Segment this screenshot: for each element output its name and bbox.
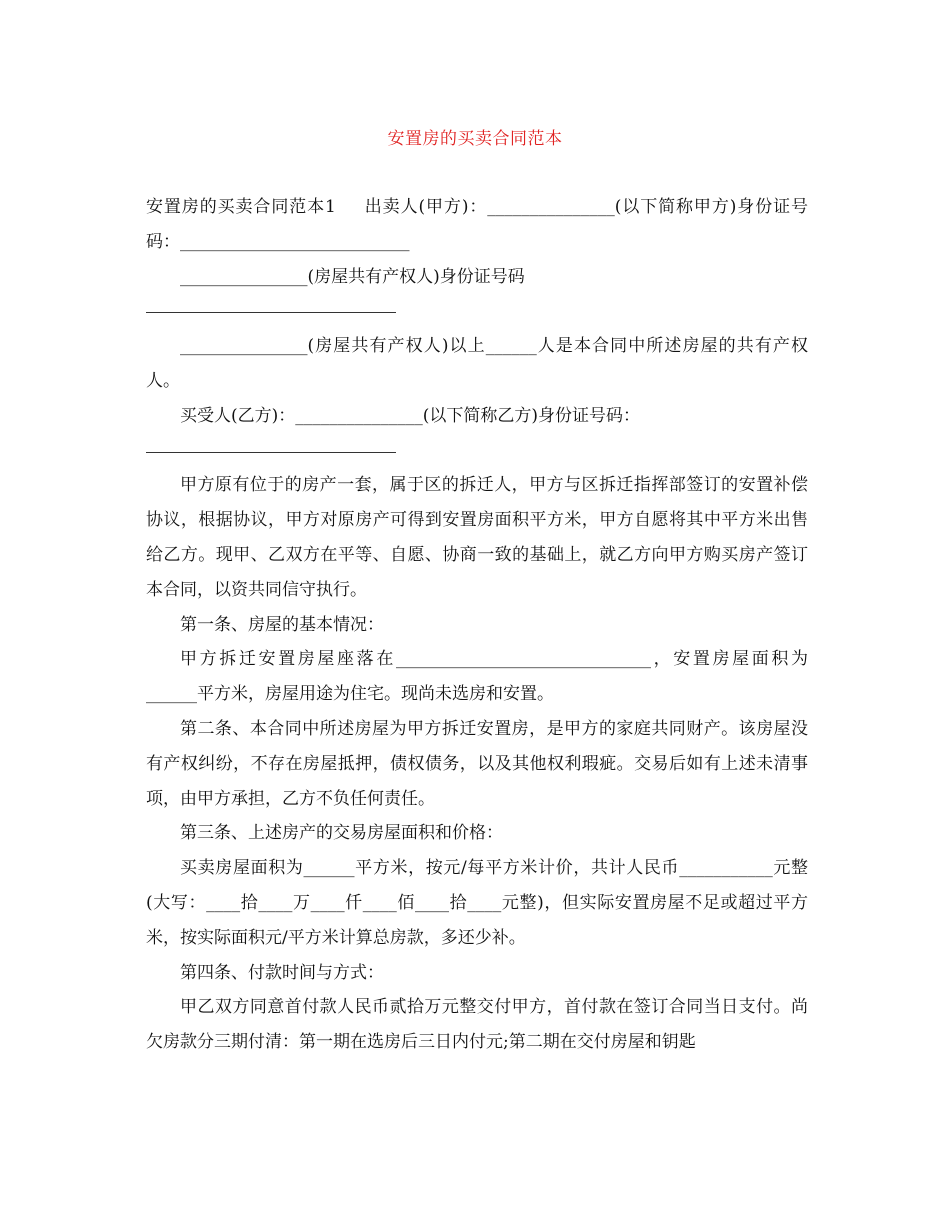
article-3-body: 买卖房屋面积为______平方米，按元/每平方米计价，共计人民币___________元整(大写：____拾____万____仟____佰____拾____元整)，但实际安置房屋不足或超过平方米，按实际面积元/平方米计算总房款，多还少补。	[146, 858, 808, 948]
article-1-body: 甲方拆迁安置房屋座落在______________________________，安置房屋面积为______平方米，房屋用途为住宅。现尚未选房和安置。	[146, 649, 808, 705]
article-3-heading: 第三条、上述房产的交易房屋面积和价格：	[180, 823, 503, 844]
article-4-heading: 第四条、付款时间与方式：	[180, 962, 384, 983]
document-body	[146, 190, 808, 1060]
paragraph-seller	[146, 190, 808, 260]
paragraph-intro: 甲方原有位于的房产一套，属于区的拆迁人，甲方与区拆迁指挥部签订的安置补偿协议，根据协议，甲方对原房产可得到安置房面积平方米，甲方自愿将其中平方米出售给乙方。现甲、乙双方在平等、自愿、协商一致的基础上，就乙方向甲方购买房产签订本合同，以资共同信守执行。	[146, 475, 808, 600]
article-2: 第二条、本合同中所述房屋为甲方拆迁安置房，是甲方的家庭共同财产。该房屋没有产权纠纷，不存在房屋抵押，债权债务，以及其他权利瑕疵。交易后如有上述未清事项，由甲方承担，乙方不负任何责任。	[146, 718, 808, 809]
paragraph-co-owner-1: _______________(房屋共有产权人)身份证号码	[180, 266, 525, 287]
seller-info: 出卖人(甲方)：_______________(以下简称甲方)身份证号码：___________________________	[146, 197, 808, 252]
blank-line	[146, 434, 808, 469]
paragraph-buyer: 买受人(乙方)：_______________(以下简称乙方)身份证号码：	[180, 405, 641, 426]
document-title: 安置房的买卖合同范本	[387, 129, 563, 149]
article-4-body: 甲乙双方同意首付款人民币贰拾万元整交付甲方，首付款在签订合同当日支付。尚欠房款分三期付清：第一期在选房后三日内付元;第二期在交付房屋和钥匙	[146, 997, 808, 1053]
contract-heading-inline: 安置房的买卖合同范本1	[146, 197, 336, 217]
blank-line	[146, 294, 808, 329]
article-1-heading: 第一条、房屋的基本情况：	[180, 614, 384, 635]
paragraph-co-owner-2: _______________(房屋共有产权人)以上______人是本合同中所述房屋的共有产权人。	[146, 336, 808, 391]
